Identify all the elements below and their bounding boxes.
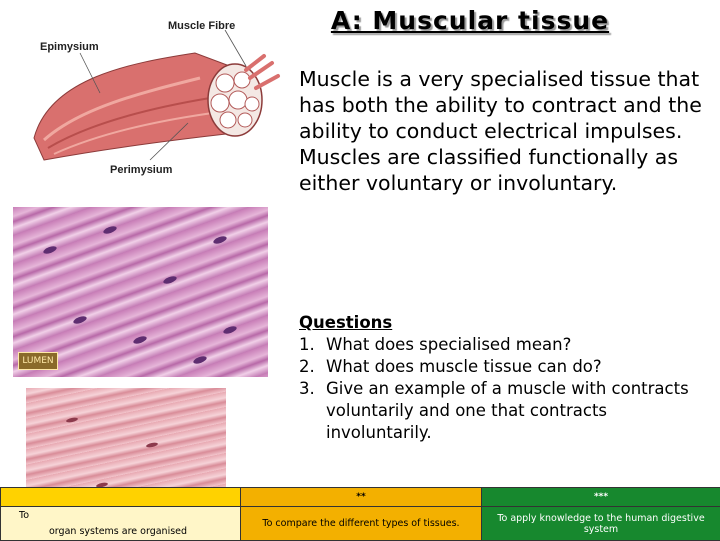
objective-2-stars: ** xyxy=(241,488,482,507)
question-number: 2. xyxy=(299,356,326,378)
muscle-anatomy-diagram xyxy=(20,8,282,198)
question-text: What does specialised mean? xyxy=(326,334,571,356)
objective-1-stars xyxy=(1,488,241,507)
questions-list xyxy=(299,334,699,444)
question-number: 3. xyxy=(299,378,326,444)
question-item xyxy=(299,334,699,356)
objective-3-text: To apply knowledge to the human digestive system xyxy=(482,507,720,541)
objective-1-text-left: To xyxy=(19,510,29,521)
objective-1-text xyxy=(1,507,241,541)
muscle-fibre-label: Muscle Fibre xyxy=(168,20,235,32)
objective-3-stars: *** xyxy=(482,488,720,507)
question-number: 1. xyxy=(299,334,326,356)
questions-heading: Questions xyxy=(299,312,699,334)
objective-1-text-bottom: organ systems are organised xyxy=(49,526,187,537)
epimysium-label: Epimysium xyxy=(40,41,99,53)
perimysium-label: Perimysium xyxy=(110,164,172,176)
question-text: Give an example of a muscle with contracts voluntarily and one that contracts involuntarily. xyxy=(326,378,699,444)
objective-2-text: To compare the different types of tissues. xyxy=(241,507,482,541)
question-item xyxy=(299,378,699,444)
question-text: What does muscle tissue can do? xyxy=(326,356,602,378)
objectives-table xyxy=(0,487,720,541)
micrograph-badge: LUMEN xyxy=(18,352,58,370)
question-item xyxy=(299,356,699,378)
questions-block xyxy=(299,312,699,444)
intro-paragraph: Muscle is a very specialised tissue that has both the ability to contract and the ability to conduct electrical impulses. Muscles are classified functionally as either voluntary or involuntary. xyxy=(299,66,704,196)
slide-title: A: Muscular tissue xyxy=(300,6,640,35)
